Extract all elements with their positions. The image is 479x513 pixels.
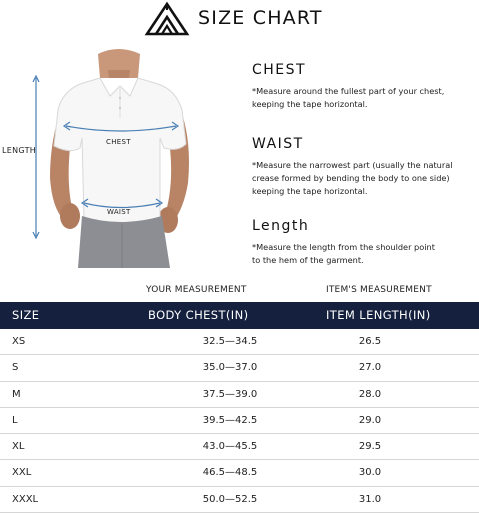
mountain-logo-icon (145, 2, 189, 36)
size-cell: XXXL (12, 493, 39, 505)
table-row (0, 434, 479, 460)
chest-cell: 43.0—45.5 (202, 441, 258, 453)
size-cell: M (12, 388, 21, 400)
length-cell: 26.5 (358, 336, 382, 347)
chest-instruction (252, 62, 444, 111)
waist-text: *Measure the narrowest part (usually the natural crease formed by bending the body to one side) keeping the tape horizontal. (252, 160, 453, 196)
waist-title: WAIST (252, 136, 304, 152)
chest-title: CHEST (252, 62, 307, 78)
your-measurement-header: YOUR MEASUREMENT (146, 285, 247, 295)
waist-label: WAIST (107, 208, 131, 216)
item-measurement-header: ITEM'S MEASUREMENT (326, 285, 432, 295)
size-table (0, 280, 479, 513)
table-row (0, 329, 479, 355)
model-illustration (0, 48, 240, 268)
table-row (0, 460, 479, 486)
group-headers (0, 280, 479, 302)
length-cell: 30.0 (358, 467, 382, 479)
size-cell: L (12, 414, 18, 426)
column-header-body-chest: BODY CHEST(IN) (148, 308, 249, 322)
column-header-item-length: ITEM LENGTH(IN) (326, 308, 431, 322)
length-instruction (252, 218, 435, 267)
length-title: Length (252, 218, 310, 234)
size-cell: XL (12, 441, 25, 453)
size-cell: XS (12, 336, 26, 347)
chest-cell: 46.5—48.5 (202, 467, 258, 479)
chest-cell: 37.5—39.0 (202, 388, 258, 400)
table-row (0, 355, 479, 381)
size-cell: S (12, 362, 19, 374)
chest-text: *Measure around the fullest part of your chest, keeping the tape horizontal. (252, 86, 445, 109)
table-row (0, 487, 479, 513)
length-cell: 29.0 (358, 414, 382, 426)
column-header-size: SIZE (12, 308, 40, 322)
chest-label: CHEST (106, 138, 131, 146)
chest-cell: 50.0—52.5 (202, 493, 258, 505)
table-header-bar (0, 302, 479, 329)
length-cell: 27.0 (358, 362, 382, 374)
length-cell: 31.0 (358, 493, 382, 505)
length-cell: 29.5 (358, 441, 382, 453)
table-body (0, 329, 479, 513)
page-title: SIZE CHART (198, 7, 323, 29)
chest-cell: 32.5—34.5 (202, 336, 258, 347)
length-text: *Measure the length from the shoulder point to the hem of the garment. (252, 242, 435, 265)
waist-instruction (252, 136, 453, 198)
size-cell: XXL (12, 467, 32, 479)
table-row (0, 382, 479, 408)
shirt-figure (0, 48, 240, 268)
length-label: LENGTH (2, 146, 37, 155)
chest-cell: 35.0—37.0 (202, 362, 258, 374)
header (0, 2, 479, 36)
table-row (0, 408, 479, 434)
length-cell: 28.0 (358, 388, 382, 400)
chest-cell: 39.5—42.5 (202, 414, 258, 426)
